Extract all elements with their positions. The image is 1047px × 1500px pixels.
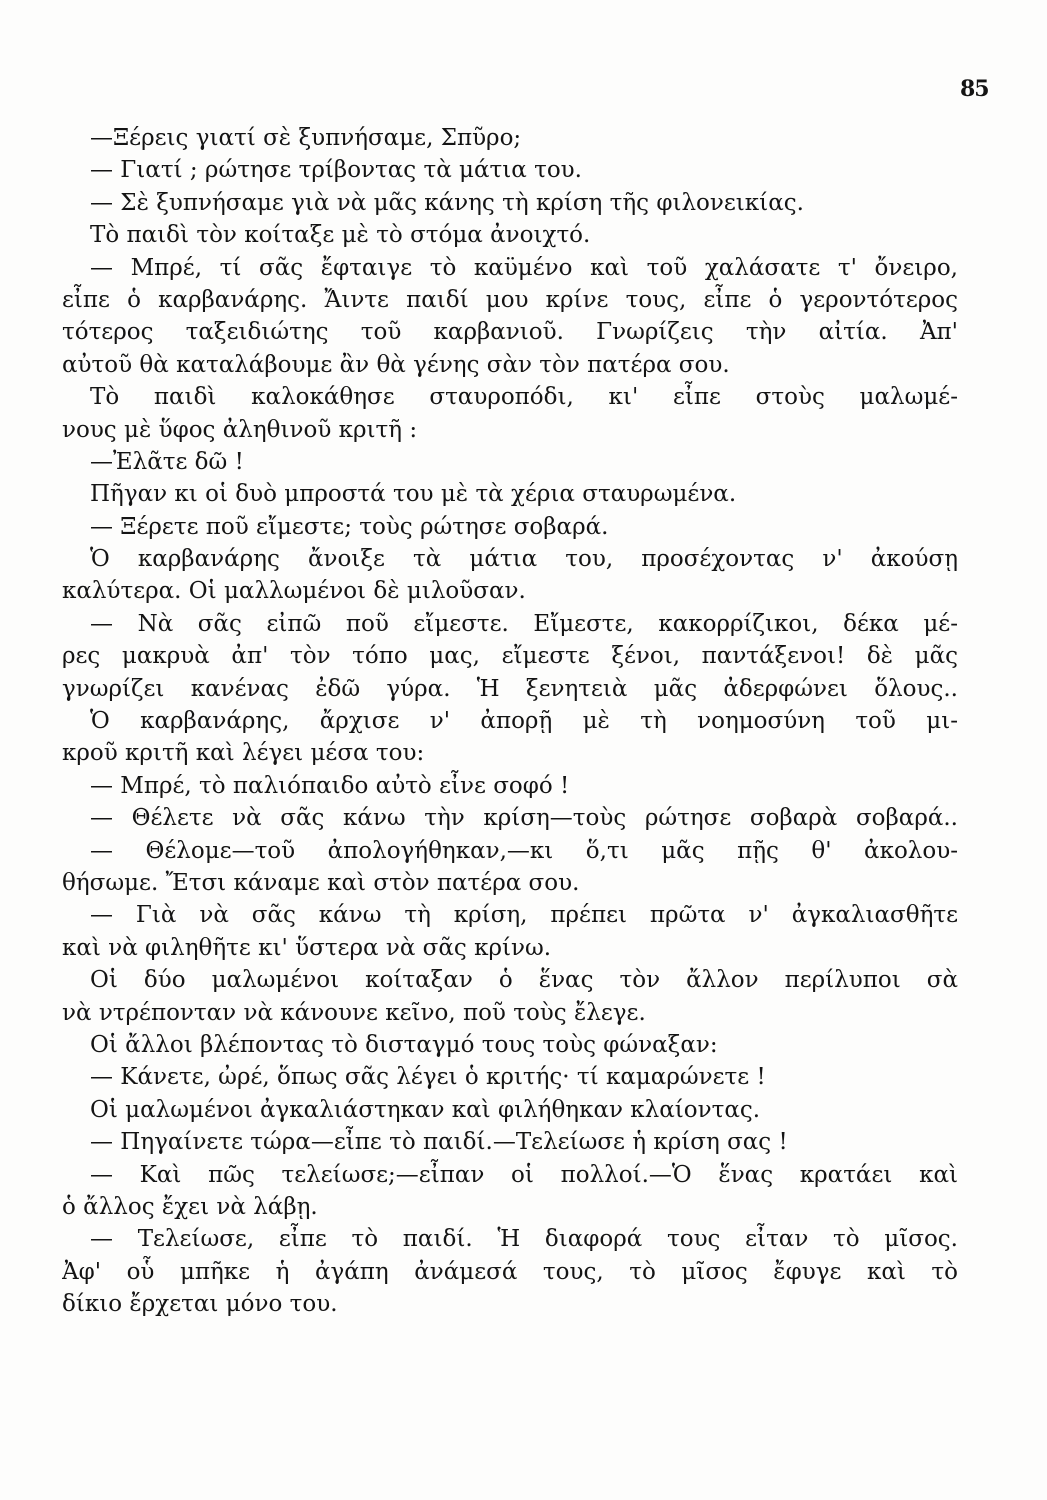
text-line: — Μπρέ, τί σᾶς ἔφταιγε τὸ καϋμένο καὶ τοῦ χαλάσατε τ' ὄνειρο, <box>90 254 958 281</box>
text-line: κροῦ κριτῆ καὶ λέγει μέσα του: <box>62 740 425 767</box>
text-line: Τὸ παιδὶ τὸν κοίταξε μὲ τὸ στόμα ἀνοιχτό. <box>90 222 591 249</box>
text-line: — Νὰ σᾶς εἰπῶ ποῦ εἴμεστε. Εἴμεστε, κακορρίζικοι, δέκα μέ- <box>90 610 958 637</box>
text-line: Πῆγαν κι οἱ δυὸ μπροστά του μὲ τὰ χέρια σταυρωμένα. <box>90 481 737 508</box>
text-line: νους μὲ ὕφος ἀληθινοῦ κριτῆ : <box>62 416 418 443</box>
text-line: δίκιο ἔρχεται μόνο του. <box>62 1291 338 1318</box>
text-line: γνωρίζει κανένας ἐδῶ γύρα. Ἡ ξενητειὰ μᾶς ἀδερφώνει ὅλους.. <box>62 675 958 702</box>
text-line: — Γιατί ; ρώτησε τρίβοντας τὰ μάτια του. <box>90 157 582 184</box>
text-line: Οἱ μαλωμένοι ἀγκαλιάστηκαν καὶ φιλήθηκαν κλαίοντας. <box>90 1096 761 1123</box>
text-line: Οἱ ἄλλοι βλέποντας τὸ δισταγμό τους τοὺς φώναξαν: <box>90 1031 718 1058</box>
text-line: — Κάνετε, ὠρέ, ὅπως σᾶς λέγει ὁ κριτής· τί καμαρώνετε ! <box>90 1064 766 1091</box>
text-line: τότερος ταξειδιώτης τοῦ καρβανιοῦ. Γνωρίζεις τὴν αἰτία. Ἀπ' <box>62 319 958 346</box>
text-line: ρες μακρυὰ ἀπ' τὸν τόπο μας, εἴμεστε ξένοι, παντάξενοι! δὲ μᾶς <box>62 643 958 670</box>
text-line: — Θέλομε—τοῦ ἀπολογήθηκαν,—κι ὅ,τι μᾶς πῇς θ' ἀκολου- <box>90 837 958 864</box>
text-line: — Τελείωσε, εἶπε τὸ παιδί. Ἡ διαφορά τους εἶταν τὸ μῖσος. <box>90 1226 958 1253</box>
text-line: — Γιὰ νὰ σᾶς κάνω τὴ κρίση, πρέπει πρῶτα ν' ἀγκαλιασθῆτε <box>90 902 958 929</box>
text-line: — Καὶ πῶς τελείωσε;—εἶπαν οἱ πολλοί.—Ὁ ἕνας κρατάει καὶ <box>90 1161 958 1188</box>
text-line: καὶ νὰ φιληθῆτε κι' ὕστερα νὰ σᾶς κρίνω. <box>62 934 552 961</box>
text-line: — Σὲ ξυπνήσαμε γιὰ νὰ μᾶς κάνης τὴ κρίση τῆς φιλονεικίας. <box>90 189 804 216</box>
text-line: αὐτοῦ θὰ καταλάβουμε ἂν θὰ γένης σὰν τὸν πατέρα σου. <box>62 351 730 378</box>
text-line: ὁ ἄλλος ἔχει νὰ λάβῃ. <box>62 1193 318 1220</box>
text-line: —Ξέρεις γιατί σὲ ξυπνήσαμε, Σπῦρο; <box>90 125 522 151</box>
text-line: Ὁ καρβανάρης, ἄρχισε ν' ἀπορῇ μὲ τὴ νοημοσύνη τοῦ μι- <box>90 708 958 735</box>
text-line: — Ξέρετε ποῦ εἴμεστε; τοὺς ρώτησε σοβαρά. <box>90 513 609 540</box>
page-number: 85 <box>960 76 989 102</box>
text-line: εἶπε ὁ καρβανάρης. Ἄιντε παιδί μου κρίνε τους, εἶπε ὁ γεροντότερος <box>62 286 958 313</box>
text-line: Ἀφ' οὗ μπῆκε ἡ ἀγάπη ἀνάμεσά τους, τὸ μῖσος ἔφυγε καὶ τὸ <box>62 1258 958 1285</box>
text-line: νὰ ντρέπονταν νὰ κάνουνε κεῖνο, ποῦ τοὺς ἔλεγε. <box>62 999 646 1026</box>
text-line: — Θέλετε νὰ σᾶς κάνω τὴν κρίση—τοὺς ρώτησε σοβαρὰ σοβαρά.. <box>90 805 958 832</box>
text-line: Οἱ δύο μαλωμένοι κοίταξαν ὁ ἕνας τὸν ἄλλον περίλυποι σὰ <box>90 967 958 994</box>
text-line: θήσωμε. Ἔτσι κάναμε καὶ στὸν πατέρα σου. <box>62 869 580 896</box>
text-line: — Πηγαίνετε τώρα—εἶπε τὸ παιδί.—Τελείωσε ἡ κρίση σας ! <box>90 1129 788 1156</box>
text-line: Ὁ καρβανάρης ἄνοιξε τὰ μάτια του, προσέχοντας ν' ἀκούσῃ <box>90 546 958 573</box>
text-line: —Ἐλᾶτε δῶ ! <box>90 448 244 475</box>
body-text <box>62 122 958 1320</box>
text-line: Τὸ παιδὶ καλοκάθησε σταυροπόδι, κι' εἶπε στοὺς μαλωμέ- <box>90 384 958 411</box>
text-line: — Μπρέ, τὸ παλιόπαιδο αὐτὸ εἶνε σοφό ! <box>90 772 570 799</box>
text-line: καλύτερα. Οἱ μαλλωμένοι δὲ μιλοῦσαν. <box>62 578 526 605</box>
